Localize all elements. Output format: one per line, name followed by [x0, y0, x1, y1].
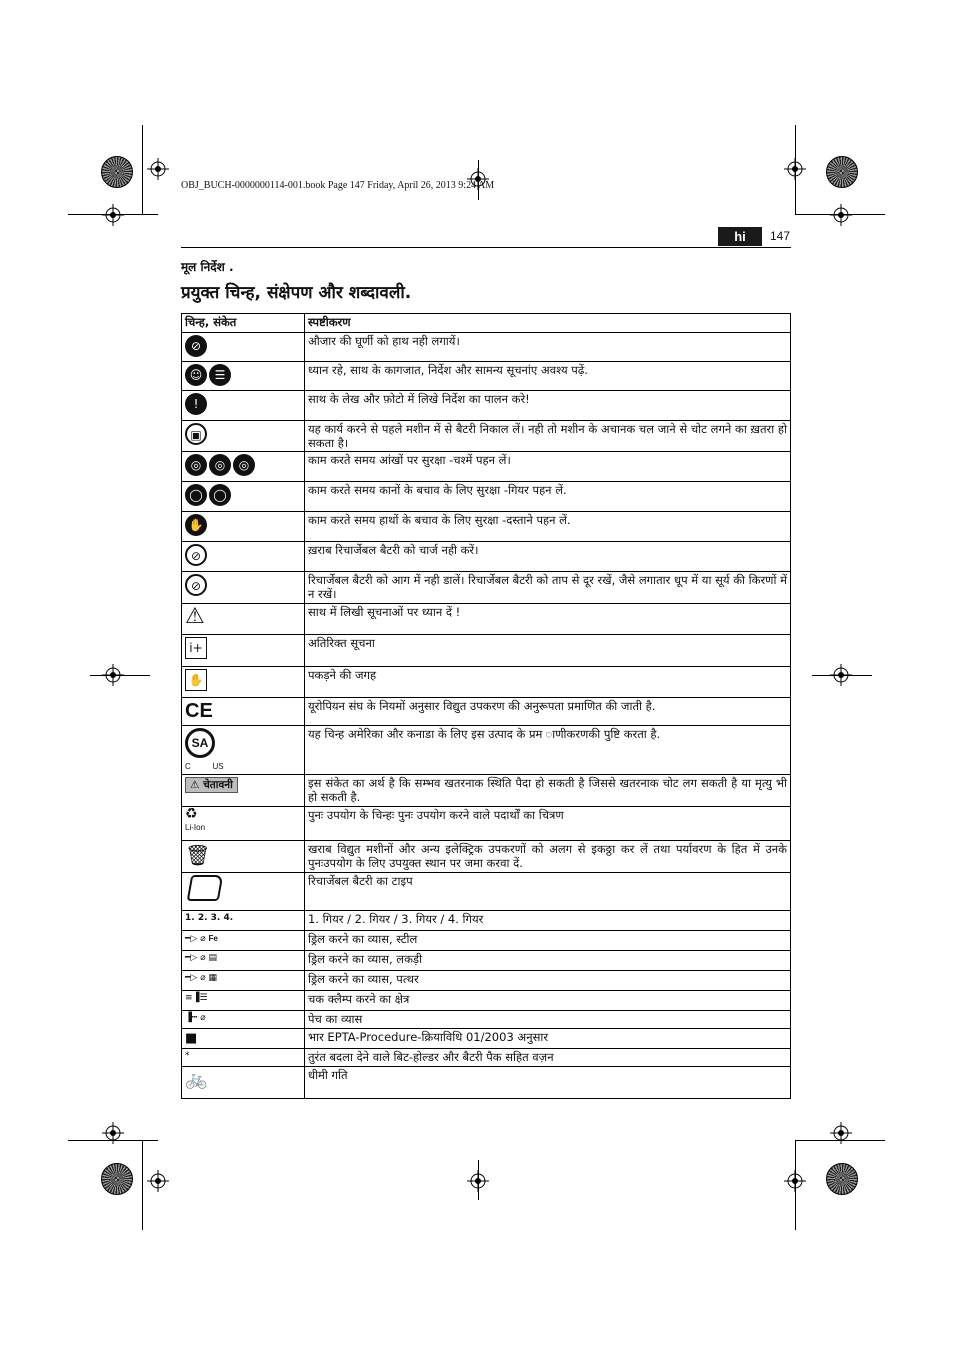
screw-diameter-icon: ▐┅ ⌀ [185, 1013, 206, 1023]
table-row [182, 726, 791, 775]
table-row [182, 452, 791, 482]
registration-wheel-icon [101, 1163, 133, 1195]
table-row [182, 873, 791, 911]
info-plus-icon: i+ [185, 637, 207, 659]
table-row [182, 421, 791, 452]
explanation-cell: खराब विद्युत मशीनों और अन्य इलेक्ट्रिक उपकरणों को अलग से इकठ्ठा कर लें तथा पर्यावरण के हित में उनके पुनःउपयोग के लिए उपयुक्त स्थान पर जमा करवा दें. [305, 841, 791, 873]
symbol-cell [182, 698, 305, 726]
asterisk-label: * [185, 1051, 190, 1061]
symbol-cell [182, 1011, 305, 1029]
registration-target-icon [102, 1122, 124, 1144]
symbol-cell [182, 807, 305, 841]
li-ion-label: Li-Ion [185, 823, 206, 832]
remove-battery-icon: ▣ [185, 423, 207, 445]
table-row [182, 1029, 791, 1049]
registration-target-icon [102, 204, 124, 226]
table-row [182, 971, 791, 991]
language-tag: hi [718, 227, 762, 246]
symbol-cell [182, 635, 305, 667]
table-row [182, 1067, 791, 1099]
table-row [182, 572, 791, 604]
symbol-cell [182, 1029, 305, 1049]
table-row [182, 333, 791, 362]
table-row [182, 391, 791, 421]
registration-target-icon [102, 664, 124, 686]
chuck-clamp-icon: ≡▐☰ [185, 993, 208, 1003]
explanation-cell: रिचार्जेबल बैटरी का टाइप [305, 873, 791, 911]
safety-goggles-icon: ◎ [185, 454, 207, 476]
explanation-cell: ड्रिल करने का व्यास, स्टील [305, 931, 791, 951]
explanation-cell: पुनः उपयोग के चिन्हः पुनः उपयोग करने वाले पदार्थों का चित्रण [305, 807, 791, 841]
no-touch-rotating-icon: ⊘ [185, 335, 207, 357]
weight-icon: ■ [185, 1031, 198, 1046]
table-row [182, 841, 791, 873]
table-row [182, 951, 791, 971]
registration-target-icon [467, 1170, 489, 1192]
explanation-cell: यूरोपियन संघ के नियमों अनुसार विद्युत उपकरण की अनुरूपता प्रमाणित की जाती है. [305, 698, 791, 726]
registration-target-icon [784, 158, 806, 180]
symbol-cell [182, 421, 305, 452]
symbol-cell [182, 873, 305, 911]
registration-target-icon [784, 1170, 806, 1192]
explanation-cell: यह कार्य करने से पहले मशीन में से बैटरी निकाल लें। नही तो मशीन के अचानक चल जाने से चोट लगने का ख़तरा हो सकता है। [305, 421, 791, 452]
battery-pack-icon [187, 875, 224, 901]
symbol-cell [182, 991, 305, 1011]
explanation-cell: ड्रिल करने का व्यास, लकड़ी [305, 951, 791, 971]
symbol-cell [182, 1049, 305, 1067]
explanation-cell: साथ में लिखी सूचनाओं पर ध्यान दें ! [305, 604, 791, 635]
explanation-cell: 1. गियर / 2. गियर / 3. गियर / 4. गियर [305, 911, 791, 931]
table-row [182, 362, 791, 391]
table-row [182, 931, 791, 951]
symbol-cell [182, 667, 305, 698]
weee-bin-icon: 🗑 [185, 843, 211, 867]
explanation-cell: पेच का व्यास [305, 1011, 791, 1029]
gloves-icon: ✋ [185, 514, 207, 536]
registration-target-icon [830, 664, 852, 686]
explanation-cell: रिचार्जेबल बैटरी को आग में नही डालें। रिचार्जेबल बैटरी को ताप से दूर रखें, जैसे लगातार धूप में या सूर्य की किरणों में न रखें। [305, 572, 791, 604]
subtitle: मूल निर्देश . [181, 260, 234, 274]
symbol-cell [182, 726, 305, 775]
header-rule [181, 247, 791, 248]
explanation-cell: काम करते समय हाथों के बचाव के लिए सुरक्षा -दस्ताने पहन लें. [305, 512, 791, 542]
explanation-cell: ड्रिल करने का व्यास, पत्थर [305, 971, 791, 991]
symbol-cell [182, 362, 305, 391]
table-row [182, 667, 791, 698]
explanation-cell: ध्यान रहे, साथ के कागजात, निर्देश और सामन्य सूचनांए अवश्य पढ़ें. [305, 362, 791, 391]
read-manual-icon: ☰ [209, 364, 231, 386]
table-row [182, 775, 791, 807]
explanation-cell: तुरंत बदला देने वाले बिट-होल्डर और बैटरी पैक सहित वज़न [305, 1049, 791, 1067]
csa-mark-icon [185, 728, 215, 758]
no-fire-battery-icon: ⊘ [185, 574, 207, 596]
symbol-cell [182, 452, 305, 482]
registration-wheel-icon [826, 1163, 858, 1195]
page-title: प्रयुक्त चिन्ह, संक्षेपण और शब्दावली. [181, 283, 412, 303]
csa-c-label: C [185, 762, 191, 771]
symbol-cell [182, 1067, 305, 1099]
table-row [182, 512, 791, 542]
ce-mark-icon: CE [185, 700, 213, 722]
page-number: 147 [770, 229, 791, 243]
table-row [182, 698, 791, 726]
table-header-row [182, 314, 791, 333]
symbols-table [181, 313, 791, 1099]
ear-muffs-icon: ◯ [209, 484, 231, 506]
registration-wheel-icon [826, 156, 858, 188]
explanation-cell: भार EPTA-Procedure-क्रियाविधि 01/2003 अनुसार [305, 1029, 791, 1049]
attention-icon: ☺ [185, 364, 207, 386]
symbol-cell [182, 931, 305, 951]
explanation-cell: ख़राब रिचार्जेबल बैटरी को चार्ज नही करें। [305, 542, 791, 572]
ear-protection-icon: ◯ [185, 484, 207, 506]
explanation-cell: यह चिन्ह अमेरिका और कनाडा के लिए इस उत्पाद के प्रम ाणीकरणकी पुष्टि करता है. [305, 726, 791, 775]
fe-label: Fe [208, 934, 218, 943]
warning-badge-label: चेतावनी [203, 779, 233, 791]
crop-mark [142, 1140, 143, 1230]
symbol-cell [182, 951, 305, 971]
explanation-cell: इस संकेत का अर्थ है कि सम्भव खतरनाक स्थिति पैदा हो सकती है जिससे खतरनाक चोट लग सकती है या मृत्यु भी हो सकती है. [305, 775, 791, 807]
grip-area-icon: ✋ [185, 669, 207, 691]
symbol-cell [182, 512, 305, 542]
csa-us-label: US [212, 762, 224, 771]
table-row [182, 542, 791, 572]
registration-wheel-icon [101, 156, 133, 188]
csa-label: SA [191, 736, 209, 750]
symbol-cell [182, 841, 305, 873]
table-row [182, 635, 791, 667]
explanation-cell: काम करते समय कानों के बचाव के लिए सुरक्षा -गियर पहन लें. [305, 482, 791, 512]
table-row [182, 604, 791, 635]
file-header: OBJ_BUCH-0000000114-001.book Page 147 Friday, April 26, 2013 9:24 AM [181, 180, 495, 191]
drill-wood-icon: ━▷ ⌀ ▤ [185, 953, 217, 963]
drill-stone-icon: ━▷ ⌀ ▦ [185, 973, 217, 983]
registration-target-icon [830, 1122, 852, 1144]
symbol-cell [182, 911, 305, 931]
no-charge-damaged-battery-icon: ⊘ [185, 544, 207, 566]
symbol-cell [182, 572, 305, 604]
header-symbol: चिन्ह, संकेत [182, 314, 305, 333]
header-explanation: स्पष्टीकरण [305, 314, 791, 333]
explanation-cell: चक क्लैम्प करने का क्षेत्र [305, 991, 791, 1011]
bicycle-slow-speed-icon: 🚲 [185, 1069, 208, 1090]
table-row [182, 482, 791, 512]
table-row [182, 991, 791, 1011]
recycle-icon: ♻ [185, 806, 198, 822]
registration-target-icon [147, 1170, 169, 1192]
symbol-cell [182, 604, 305, 635]
symbol-cell [182, 775, 305, 807]
crop-mark [142, 125, 143, 215]
explanation-cell: काम करते समय आंखों पर सुरक्षा -चश्में पहन लें। [305, 452, 791, 482]
explanation-cell: धीमी गति [305, 1067, 791, 1099]
safety-glasses-icon: ◎ [209, 454, 231, 476]
drill-steel-icon: ━▷ ⌀ [185, 934, 206, 944]
warning-triangle-icon: ⚠ [185, 604, 205, 629]
symbol-cell [182, 333, 305, 362]
exclamation-icon: ! [185, 393, 207, 415]
table-row [182, 1011, 791, 1029]
symbol-cell [182, 542, 305, 572]
table-row [182, 911, 791, 931]
warning-badge: ⚠ चेतावनी [185, 777, 238, 793]
registration-target-icon [830, 204, 852, 226]
gear-settings-label: 1. 2. 3. 4. [185, 913, 234, 923]
table-row [182, 1049, 791, 1067]
explanation-cell: साथ के लेख और फ़ोटो में लिखे निर्देश का पालन करे! [305, 391, 791, 421]
table-row [182, 807, 791, 841]
explanation-cell: औजार की घूर्णी को हाथ नही लगायें। [305, 333, 791, 362]
explanation-cell: पकड़ने की जगह [305, 667, 791, 698]
explanation-cell: अतिरिक्त सूचना [305, 635, 791, 667]
symbol-cell [182, 971, 305, 991]
symbol-cell [182, 482, 305, 512]
symbol-cell [182, 391, 305, 421]
face-shield-icon: ◎ [233, 454, 255, 476]
registration-target-icon [147, 158, 169, 180]
